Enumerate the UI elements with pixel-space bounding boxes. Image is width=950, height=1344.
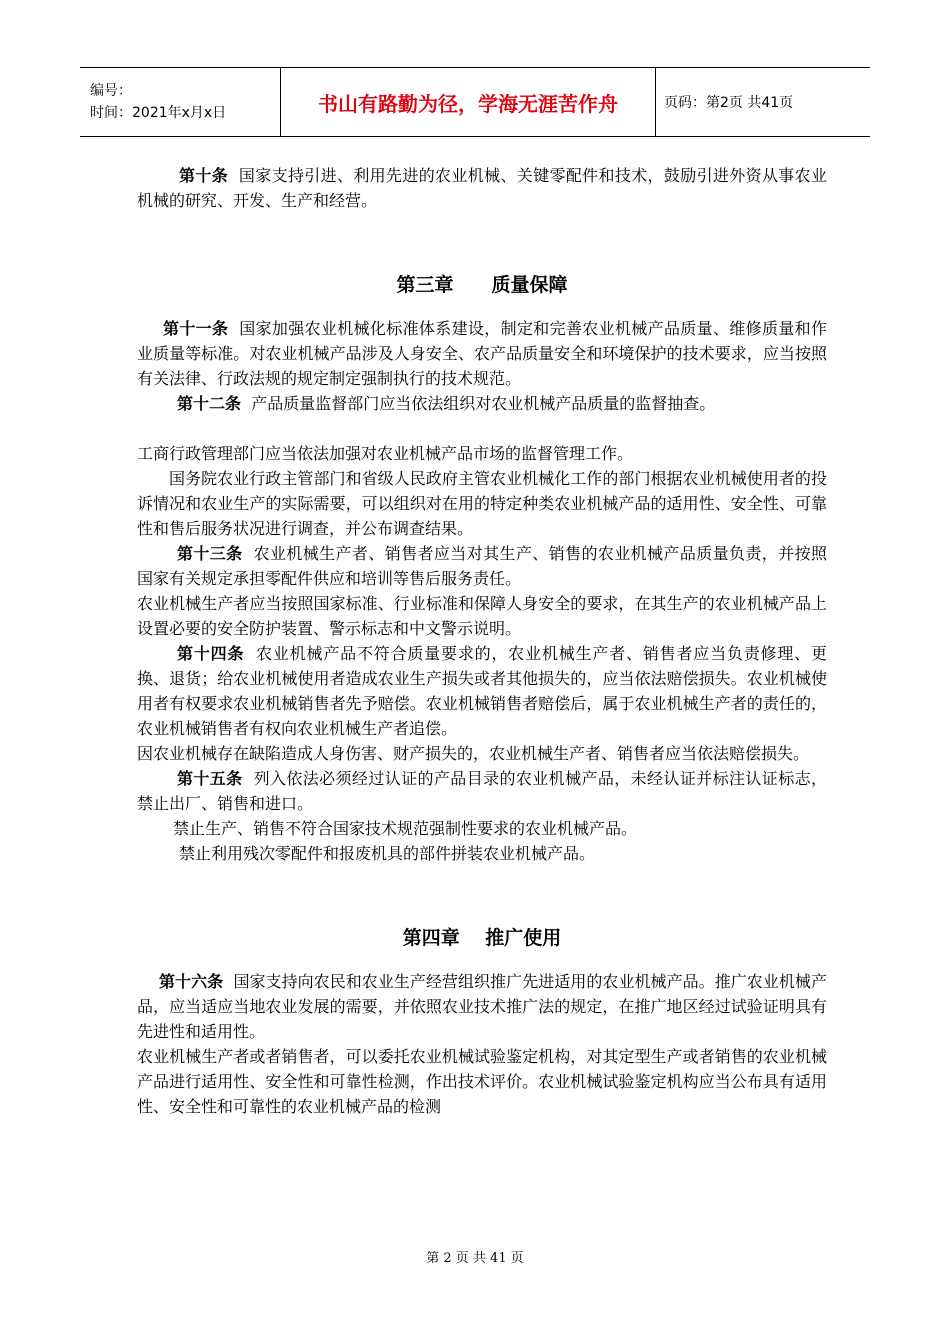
article-text: 农业机械产品不符合质量要求的，农业机械生产者、销售者应当负责修理、更换、退货；给农业机械使用者造成农业生产损失或者其他损失的，应当依法赔偿损失。农业机械使用者有权要求农业机械销售者先予赔偿。农业机械销售者赔偿后，属于农业机械生产者的责任的，农业机械销售者有权向农业机械生产者追偿。 <box>137 644 827 738</box>
article-15-paragraph-2: 禁止生产、销售不符合国家技术规范强制性要求的农业机械产品。 <box>173 819 638 838</box>
header-motto <box>280 68 656 136</box>
article-title: 第十一条 <box>163 319 229 338</box>
article-11 <box>137 316 827 391</box>
chapter-3-heading: 第三章 质量保障 <box>396 274 568 296</box>
article-15-paragraph-3: 禁止利用残次零配件和报废机具的部件拼装农业机械产品。 <box>179 844 596 863</box>
article-title: 第十五条 <box>177 769 243 788</box>
article-13-paragraph-2: 农业机械生产者应当按照国家标准、行业标准和保障人身安全的要求，在其生产的农业机械产品上设置必要的安全防护装置、警示标志和中文警示说明。 <box>137 594 827 638</box>
article-text: 农业机械生产者、销售者应当对其生产、销售的农业机械产品质量负责，并按照国家有关规定承担零配件供应和培训等售后服务责任。 <box>137 544 827 588</box>
article-title: 第十二条 <box>177 394 242 413</box>
document-date: 时间：2021年x月x日 <box>90 105 227 121</box>
article-text: 产品质量监督部门应当依法组织对农业机械产品质量的监督抽查。 <box>251 394 716 413</box>
article-14-paragraph-2: 因农业机械存在缺陷造成人身伤害、财产损失的，农业机械生产者、销售者应当依法赔偿损失。 <box>137 744 810 763</box>
article-text: 国家加强农业机械化标准体系建设，制定和完善农业机械产品质量、维修质量和作业质量等标准。对农业机械产品涉及人身安全、农产品质量安全和环境保护的技术要求，应当按照有关法律、行政法规的规定制定强制执行的技术规范。 <box>137 319 827 388</box>
article-12 <box>137 391 827 416</box>
article-13 <box>137 541 827 591</box>
article-12-paragraph-2: 工商行政管理部门应当依法加强对农业机械产品市场的监督管理工作。 <box>137 444 634 463</box>
article-16-paragraph-2: 农业机械生产者或者销售者，可以委托农业机械试验鉴定机构，对其定型生产或者销售的农业机械产品进行适用性、安全性和可靠性检测，作出技术评价。农业机械试验鉴定机构应当公布具有适用性、安全性和可靠性的农业机械产品的检测 <box>137 1047 827 1116</box>
article-16 <box>137 969 827 1044</box>
article-10 <box>137 163 827 213</box>
article-title: 第十四条 <box>177 644 245 663</box>
page-info-text: 页码：第2页 共41页 <box>664 95 794 111</box>
document-body <box>137 163 827 1119</box>
header-page-info <box>656 68 870 136</box>
motto-text: 书山有路勤为径，学海无涯苦作舟 <box>318 91 618 116</box>
article-text: 列入依法必须经过认证的产品目录的农业机械产品，未经认证并标注认证标志，禁止出厂、销售和进口。 <box>137 769 827 813</box>
article-text: 国家支持向农民和农业生产经营组织推广先进适用的农业机械产品。推广农业机械产品，应当适应当地农业发展的需要，并依照农业技术推广法的规定，在推广地区经过试验证明具有先进性和适用性。 <box>137 972 827 1041</box>
page-footer: 第 2 页 共 41 页 <box>426 1251 524 1266</box>
chapter-4-heading: 第四章 推广使用 <box>402 927 562 949</box>
article-title: 第十三条 <box>177 544 243 563</box>
article-text: 国家支持引进、利用先进的农业机械、关键零配件和技术，鼓励引进外资从事农业机械的研究、开发、生产和经营。 <box>137 166 827 210</box>
article-12-paragraph-3: 国务院农业行政主管部门和省级人民政府主管农业机械化工作的部门根据农业机械使用者的投诉情况和农业生产的实际需要，可以组织对在用的特定种类农业机械产品的适用性、安全性、可靠性和售后服务状况进行调查，并公布调查结果。 <box>137 469 827 538</box>
document-number-label: 编号： <box>90 83 132 99</box>
article-15 <box>137 766 827 816</box>
header-meta <box>80 68 280 136</box>
article-title: 第十条 <box>179 166 229 185</box>
page-header <box>80 67 870 137</box>
article-title: 第十六条 <box>159 972 224 991</box>
article-14 <box>137 641 827 741</box>
